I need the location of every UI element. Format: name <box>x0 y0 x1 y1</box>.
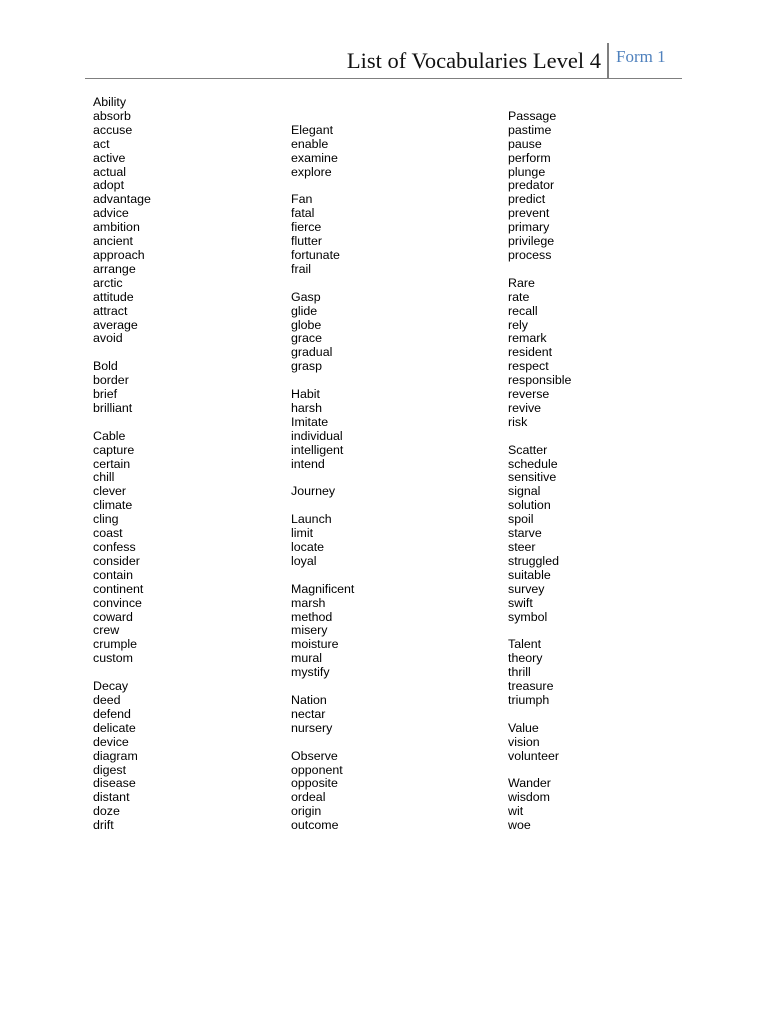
vocab-word: intend <box>291 456 325 471</box>
vocab-word: delicate <box>93 720 136 735</box>
vocab-word: advice <box>93 206 129 221</box>
vocab-word: consider <box>93 553 140 568</box>
vocab-word: moisture <box>291 637 339 652</box>
vocab-word <box>291 471 354 485</box>
vocab-word: act <box>93 136 110 151</box>
vocab-word: device <box>93 734 129 749</box>
vocab-word: theory <box>508 651 543 666</box>
vocab-word: continent <box>93 581 144 596</box>
vocab-word: brilliant <box>93 400 133 415</box>
vocab-word: confess <box>93 540 136 554</box>
vocab-word: actual <box>93 164 127 179</box>
vocab-word: advantage <box>93 192 151 207</box>
vocab-word: convince <box>93 595 142 610</box>
vocab-word: remark <box>508 331 547 346</box>
vocab-word: custom <box>93 651 133 666</box>
vocab-word: explore <box>291 164 332 179</box>
vocab-word: misery <box>291 623 328 638</box>
vocab-word <box>93 346 151 360</box>
vocab-word: struggled <box>508 553 559 568</box>
vocab-word: respect <box>508 359 549 374</box>
vocab-word: border <box>93 373 129 388</box>
vocab-word: harsh <box>291 400 322 415</box>
word-column-2 <box>291 96 354 833</box>
vocab-word <box>291 680 354 694</box>
vocab-word: suitable <box>508 567 551 582</box>
vocab-word: chill <box>93 470 115 485</box>
vocab-word: volunteer <box>508 748 559 763</box>
vocab-word: flutter <box>291 234 322 249</box>
vocab-word: ambition <box>93 220 140 235</box>
vocab-word: frail <box>291 261 311 276</box>
vocab-word: predator <box>508 178 555 193</box>
vocab-word: enable <box>291 136 329 151</box>
vocab-word: Talent <box>508 637 542 652</box>
vocab-word <box>291 374 354 388</box>
vocab-word: distant <box>93 790 130 805</box>
vocab-word: crumple <box>93 637 138 652</box>
vocab-word: recall <box>508 303 538 318</box>
vocab-word: wit <box>508 804 524 819</box>
vocab-word <box>291 277 354 291</box>
vocab-word: contain <box>93 567 133 582</box>
vocab-word: outcome <box>291 818 339 833</box>
vocab-word: certain <box>93 456 131 471</box>
vocab-word: Decay <box>93 679 129 694</box>
vocab-word: active <box>93 150 126 165</box>
vocab-word: sensitive <box>508 470 557 485</box>
vocab-word: treasure <box>508 679 554 694</box>
vocab-word <box>508 96 571 110</box>
vocab-word: examine <box>291 150 338 165</box>
vocab-word: rely <box>508 317 528 332</box>
vocab-word: opponent <box>291 762 343 777</box>
vocab-word: Gasp <box>291 289 321 304</box>
vocab-word: origin <box>291 804 322 819</box>
vocab-word: Elegant <box>291 122 334 137</box>
vocab-word: spoil <box>508 512 534 527</box>
vocab-word: ancient <box>93 234 133 249</box>
vocab-word: Cable <box>93 428 126 443</box>
header-divider <box>607 43 609 79</box>
vocab-word: drift <box>93 818 114 833</box>
vocab-word: globe <box>291 317 322 332</box>
vocab-word <box>508 708 571 722</box>
vocab-word <box>291 179 354 193</box>
vocab-word: Passage <box>508 108 557 123</box>
vocab-word: coast <box>93 526 123 541</box>
vocab-word <box>291 110 354 124</box>
vocab-word: Fan <box>291 192 313 207</box>
vocab-word: Observe <box>291 748 338 763</box>
vocab-word: responsible <box>508 373 572 388</box>
vocab-word: approach <box>93 247 145 262</box>
vocab-word: brief <box>93 387 118 402</box>
vocab-word: diagram <box>93 748 138 763</box>
vocab-word: Rare <box>508 275 535 290</box>
vocab-word: process <box>508 247 552 262</box>
vocab-word: intelligent <box>291 442 344 457</box>
vocab-word: primary <box>508 220 550 235</box>
vocab-word: loyal <box>291 553 317 568</box>
vocab-word: starve <box>508 526 542 541</box>
vocab-word: crew <box>93 623 120 638</box>
vocab-word: deed <box>93 692 121 707</box>
vocab-word: accuse <box>93 122 133 137</box>
vocab-word: symbol <box>508 609 548 624</box>
vocab-word: Wander <box>508 776 551 791</box>
vocab-word: absorb <box>93 108 131 123</box>
vocab-word: revive <box>508 400 542 415</box>
form-label: Form 1 <box>616 47 666 66</box>
vocab-word: pastime <box>508 122 552 137</box>
vocab-word: steer <box>508 540 536 554</box>
word-column-1 <box>93 96 151 833</box>
vocab-word: method <box>291 609 333 624</box>
vocab-word <box>291 96 354 110</box>
vocab-word: capture <box>93 442 135 457</box>
vocab-word: arctic <box>93 275 123 290</box>
vocab-word <box>508 430 571 444</box>
vocab-word: Nation <box>291 692 327 707</box>
document-title: List of Vocabularies Level 4 <box>346 48 601 73</box>
vocab-word: adopt <box>93 178 125 193</box>
vocab-word: climate <box>93 498 133 513</box>
vocab-word: average <box>93 317 138 332</box>
vocab-word: triumph <box>508 692 550 707</box>
vocab-word: woe <box>508 818 531 833</box>
vocab-word: mural <box>291 651 322 666</box>
vocab-word <box>291 736 354 750</box>
vocab-word: schedule <box>508 456 558 471</box>
vocab-word: Scatter <box>508 442 548 457</box>
vocab-word: disease <box>93 776 136 791</box>
vocab-word <box>508 263 571 277</box>
vocab-word: grace <box>291 331 322 346</box>
vocab-word: prevent <box>508 206 550 221</box>
vocab-word: Journey <box>291 484 336 499</box>
vocab-word: Value <box>508 720 539 735</box>
vocab-word: risk <box>508 414 528 429</box>
vocab-word: grasp <box>291 359 322 374</box>
vocab-word: vision <box>508 734 540 749</box>
vocab-word: privilege <box>508 234 555 249</box>
vocab-word <box>291 569 354 583</box>
vocab-word: cling <box>93 512 119 527</box>
vocab-word: fatal <box>291 206 315 221</box>
vocab-word: attitude <box>93 289 134 304</box>
vocab-word: mystify <box>291 665 330 680</box>
vocab-word: Magnificent <box>291 581 355 596</box>
vocab-word: pause <box>508 136 542 151</box>
vocab-word: resident <box>508 345 553 360</box>
vocab-word <box>508 624 571 638</box>
vocab-word: solution <box>508 498 551 513</box>
vocab-word: perform <box>508 150 551 165</box>
vocab-word: glide <box>291 303 318 318</box>
vocab-word: gradual <box>291 345 333 360</box>
vocab-word: rate <box>508 289 530 304</box>
word-column-3 <box>508 96 571 833</box>
vocab-word: Habit <box>291 387 320 402</box>
vocab-word: Ability <box>93 95 127 109</box>
vocab-word: fortunate <box>291 247 340 262</box>
vocab-word: locate <box>291 540 325 554</box>
vocab-word: reverse <box>508 387 550 402</box>
vocab-word: Launch <box>291 512 332 527</box>
vocab-word: wisdom <box>508 790 550 805</box>
vocab-word: Bold <box>93 359 118 374</box>
vocab-word: predict <box>508 192 546 207</box>
vocab-word: opposite <box>291 776 338 791</box>
vocab-word <box>93 666 151 680</box>
vocab-word: swift <box>508 595 533 610</box>
vocab-word: digest <box>93 762 127 777</box>
vocab-word: plunge <box>508 164 546 179</box>
vocab-word: ordeal <box>291 790 326 805</box>
vocab-word: coward <box>93 609 133 624</box>
vocab-word: thrill <box>508 665 531 680</box>
vocab-word: clever <box>93 484 127 499</box>
vocab-word: avoid <box>93 331 123 346</box>
vocab-word: individual <box>291 428 343 443</box>
vocab-word <box>291 499 354 513</box>
vocab-word: Imitate <box>291 414 329 429</box>
vocab-word: nectar <box>291 706 326 721</box>
vocab-word: limit <box>291 526 314 541</box>
vocab-word <box>508 764 571 778</box>
vocab-word: survey <box>508 581 545 596</box>
vocab-word: arrange <box>93 261 136 276</box>
vocab-word: defend <box>93 706 131 721</box>
vocab-word: attract <box>93 303 128 318</box>
vocab-word: fierce <box>291 220 322 235</box>
header-rule <box>85 78 682 79</box>
vocab-word: doze <box>93 804 120 819</box>
vocab-word: nursery <box>291 720 333 735</box>
vocab-word: marsh <box>291 595 326 610</box>
vocab-word <box>93 416 151 430</box>
vocab-word: signal <box>508 484 541 499</box>
